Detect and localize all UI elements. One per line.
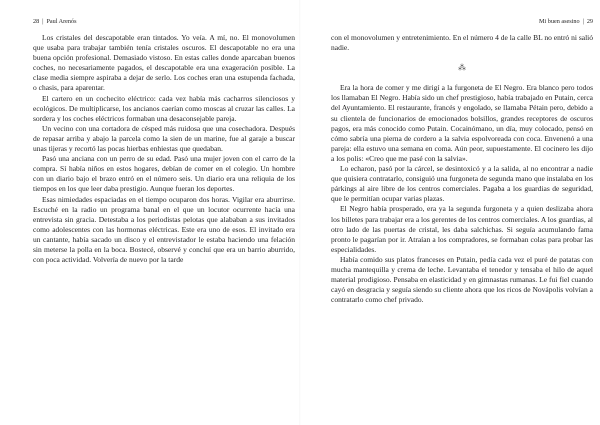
section-break-ornament: ⁂ [458,63,466,73]
left-page-body [33,33,295,265]
paragraph: El Negro había prosperado, era ya la segunda furgoneta y a quien deslizaba ahora los billetes para trabajar era a los gerentes de los centros comerciales. A los guardias, al otro lado de las puertas de cristal, les daba salchichas. Si seguía acumulando fama pronto le pagarían por ir. Atraían a los compradores, se formaban colas para probar las especialidades. [331,204,593,254]
paragraph: Los cristales del descapotable eran tintados. Yo veía. A mí, no. El monovolumen que usaba para trabajar también tenía cristales oscuros. El descapotable no era una buena opción profesional. Demasiado vistoso. En estas calles donde aparcaban buenos coches, no necesariamente pagados, el descapotable era una exageración posible. La clase media siempre aspiraba a dejar de serlo. Los coches eran una estupenda fachada, o chasis, para aparentar. [33,33,295,93]
page-number: 28 [33,18,40,25]
left-page [33,18,295,265]
paragraph: Pasó una anciana con un perro de su edad. Pasó una mujer joven con el carro de la compra. Sí había niños en estos hogares, debían de comer en el colegio. Un hombre con un diario bajo el brazo entró en el número seis. Un diario era una reliquia de los tiempos en los que leer daba prestigio. Aunque fueran los deportes. [33,154,295,194]
header-separator: | [42,18,44,25]
author-name: Paul Arenós [46,18,77,25]
right-page [331,18,593,305]
paragraph: Era la hora de comer y me dirigí a la furgoneta de El Negro. Era blanco pero todos los llamaban El Negro. Había sido un chef prestigioso, había trabajado en Putain, cerca del Ayuntamiento. El restaurante, francés y engolado, se llamaba Pétain pero, debido a su clientela de funcionarios de emocionados bolsillos, grandes receptores de oscuros pagos, era más conocido como Putain. Cocainómano, un día, muy colocado, pensó en cómo sabría una pierna de cordero a la salvia espolvoreada con coca. Envenenó a una pareja: ella estuvo una semana en coma. Aún peor, supuestamente. El cocinero les dijo a los polis: «Creo que me pasé con la salvia». [331,83,593,163]
header-separator: | [582,18,584,25]
left-page-header [33,18,295,26]
book-title: Mi buen asesino [539,18,580,25]
paragraph: Había comido sus platos franceses en Putain, pedía cada vez el puré de patatas con mucha mantequilla y crema de leche. Levantaba el tenedor y tensaba el hilo de aquel material prodigioso. Pensaba en elasticidad y en gimnastas rumanas. Le fui fiel cuando cayó en desgracia y seguía siendo su cliente ahora que los ricos de Novápolis volvían a contratarlo como chef privado. [331,254,593,305]
paragraph: Un vecino con una cortadora de césped más ruidosa que una cosechadora. Después de repasar arriba y abajo la parcela como la sien de un marine, fue al garaje a buscar unas tijeras y recortó las pocas hierbas enhiestas que quedaban. [33,123,295,154]
paragraph: Lo echaron, pasó por la cárcel, se desintoxicó y a la salida, al no encontrar a nadie que quisiera contratarlo, consiguió una furgoneta de segunda mano que instalaba en los párkings al aire libre de los centros comerciales. Pagaba a los guardias de seguridad, que le permitían ocupar varias plazas. [331,164,593,204]
page-number: 29 [586,18,593,25]
paragraph: El cartero en un cochecito eléctrico: cada vez había más cacharros silenciosos y ecológicos. De multiplicarse, los ancianos caerían como moscas al cruzar las calles. La sordera y los coches eléctricos formaban una desaconsejable pareja. [33,93,295,123]
right-page-header [331,18,593,26]
continuation-paragraph: con el monovolumen y entretenimiento. En el número 4 de la calle BL no entró ni salió nadie. [331,33,593,53]
right-page-body [331,33,593,305]
book-gutter [299,0,301,425]
paragraph: Esas nimiedades espaciadas en el tiempo ocuparon dos horas. Vigilar era aburrirse. Escuché en la radio un programa banal en el que un locutor ocurrente hacía una entrevista sin gracia. Detestaba a los periodistas pelotas que alababan a sus invitados como adolescentes con las hormonas eléctricas. Este era uno de esos. El invitado era un cantante, había sacado un disco y el entrevistador le estaba haciendo una felación sin meterse la polla en la boca. Bostecé, observé y concluí que era un barrio aburrido, con poca actividad. Volvería de nuevo por la tarde [33,194,295,265]
